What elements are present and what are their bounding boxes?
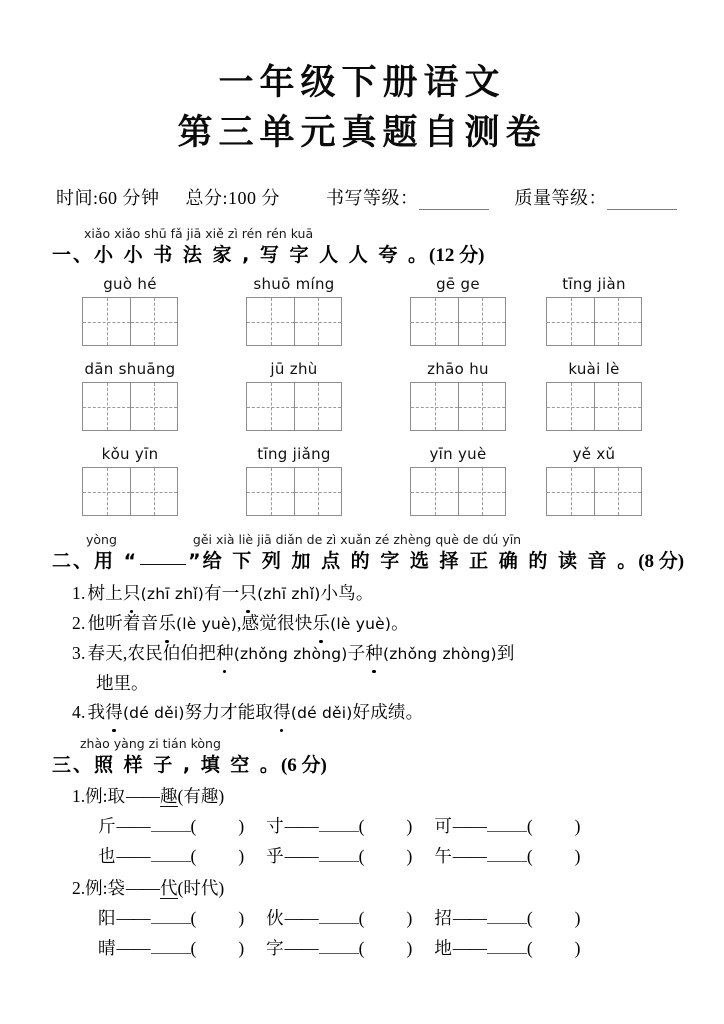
fill-blank-row xyxy=(98,841,724,871)
writing-grid-row xyxy=(0,445,724,530)
section-three-number: 三、 xyxy=(52,754,95,776)
answer-blank[interactable] xyxy=(319,937,359,954)
writing-grid-group xyxy=(82,445,178,516)
dash-mark: —— xyxy=(452,938,486,958)
answer-paren[interactable]: ( ) xyxy=(190,816,245,836)
dash-mark: —— xyxy=(452,846,486,866)
answer-paren[interactable]: ( ) xyxy=(526,816,581,836)
section-two-heading xyxy=(52,532,724,575)
fill-blank-row xyxy=(98,903,724,933)
dotted-char: 乐 xyxy=(312,609,330,638)
section-two-score: (8 分) xyxy=(638,551,685,572)
example-dash: —— xyxy=(126,878,159,898)
answer-paren[interactable]: ( ) xyxy=(526,846,581,866)
section-two-pinyin-left: yòng xyxy=(86,532,117,547)
tianzige-box[interactable] xyxy=(246,467,342,516)
tianzige-box[interactable] xyxy=(82,297,178,346)
pinyin-options[interactable]: (zhī zhǐ) xyxy=(140,585,204,603)
exam-time: 时间:60 分钟 xyxy=(56,188,160,208)
dash-mark: —— xyxy=(452,908,486,928)
answer-blank[interactable] xyxy=(151,907,191,924)
writing-grid-group xyxy=(246,360,342,431)
answer-blank[interactable] xyxy=(487,815,527,832)
writing-grid-pinyin: kǒu yīn xyxy=(101,445,159,463)
section-three-score: (6 分) xyxy=(280,755,327,776)
dash-mark: —— xyxy=(284,908,318,928)
writing-grid-group xyxy=(246,445,342,516)
tianzige-cell[interactable] xyxy=(247,468,294,515)
tianzige-box[interactable] xyxy=(546,467,642,516)
example-line xyxy=(72,873,724,903)
quality-grade-label: 质量等级： xyxy=(514,188,608,208)
writing-grade-group xyxy=(326,184,489,210)
tianzige-box[interactable] xyxy=(82,382,178,431)
section-one-title xyxy=(52,242,724,269)
section-two-text-before: 用 “ xyxy=(94,550,139,572)
section-three-title xyxy=(52,752,724,779)
writing-grid-pinyin: tīng jiǎng xyxy=(257,445,331,463)
fill-blank-cell xyxy=(266,933,412,963)
q4-t3: 好成绩。 xyxy=(352,702,424,722)
prompt-char: 晴 xyxy=(98,938,116,958)
tianzige-cell[interactable] xyxy=(547,383,594,430)
section-one-pinyin: xiǎo xiǎo shū fǎ jiā xiě zì rén rén kuā xyxy=(84,226,314,241)
writing-grid-group xyxy=(546,360,642,431)
dash-mark: —— xyxy=(284,846,318,866)
prompt-char: 寸 xyxy=(266,816,284,836)
q4-t1: 我 xyxy=(87,702,106,722)
writing-grid-group xyxy=(410,360,506,431)
fill-blank-cell xyxy=(98,903,244,933)
tianzige-cell[interactable] xyxy=(594,383,641,430)
writing-grid-pinyin: jū zhù xyxy=(270,360,318,378)
q3-t1: 春天,农民伯伯把 xyxy=(87,643,217,663)
dotted-char: 得 xyxy=(273,698,291,727)
prompt-char: 地 xyxy=(434,938,452,958)
writing-grid-pinyin: kuài lè xyxy=(568,360,620,378)
dotted-char: 只 xyxy=(123,579,141,608)
tianzige-cell[interactable] xyxy=(411,298,458,345)
prompt-char: 伙 xyxy=(266,908,284,928)
fill-blank-cell xyxy=(98,841,244,871)
writing-grid-group xyxy=(246,275,342,346)
fill-blank-cell xyxy=(266,841,412,871)
section-two xyxy=(0,532,724,728)
answer-blank[interactable] xyxy=(487,907,527,924)
pinyin-options[interactable]: (lè yuè) xyxy=(176,615,238,633)
q3-t2: 子 xyxy=(347,643,366,663)
prompt-char: 可 xyxy=(434,816,452,836)
section-two-pinyin-right: gěi xià liè jiā diǎn de zì xuǎn zé zhèng què de dú yīn xyxy=(192,532,522,547)
dotted-char: 只 xyxy=(239,579,257,608)
dash-mark: —— xyxy=(116,816,150,836)
section-one xyxy=(0,226,724,530)
answer-paren[interactable]: ( ) xyxy=(190,908,245,928)
q4-t2: 努力才能取 xyxy=(184,702,274,722)
writing-grid-pinyin: yě xǔ xyxy=(572,445,616,463)
tianzige-box[interactable] xyxy=(410,467,506,516)
answer-blank[interactable] xyxy=(319,815,359,832)
prompt-char: 斤 xyxy=(98,816,116,836)
writing-grade-label: 书写等级： xyxy=(326,188,419,208)
writing-grid-pinyin: zhāo hu xyxy=(427,360,489,378)
example-label: 例: xyxy=(85,878,108,898)
dash-mark: —— xyxy=(284,816,318,836)
section-three-text: 照 样 子 , 填 空 。 xyxy=(94,754,281,776)
pinyin-options[interactable]: (dé děi) xyxy=(122,704,185,722)
fill-blank-cell xyxy=(98,811,244,841)
list-item xyxy=(72,698,724,728)
section-one-score: (12 分) xyxy=(429,245,485,266)
tianzige-cell[interactable] xyxy=(594,298,641,345)
fill-blank-cell xyxy=(266,903,412,933)
example-word: (有趣) xyxy=(177,786,225,806)
writing-grid-rows xyxy=(0,275,724,530)
tianzige-box[interactable] xyxy=(410,297,506,346)
question-number: 2. xyxy=(72,613,86,633)
answer-blank[interactable] xyxy=(487,845,527,862)
question-number: 3. xyxy=(72,643,86,663)
writing-grid-group xyxy=(82,360,178,431)
dotted-char: 种 xyxy=(365,639,383,668)
tianzige-cell[interactable] xyxy=(411,383,458,430)
tianzige-cell[interactable] xyxy=(247,298,294,345)
section-one-heading xyxy=(52,226,724,269)
page-title xyxy=(0,0,724,158)
fill-blank-cell xyxy=(434,903,580,933)
example-to: 代 xyxy=(160,878,178,898)
writing-grid-pinyin: yīn yuè xyxy=(429,445,487,463)
example-dash: —— xyxy=(126,786,159,806)
tianzige-box[interactable] xyxy=(546,297,642,346)
dash-mark: —— xyxy=(284,938,318,958)
q1-t3: 小鸟。 xyxy=(320,583,374,603)
q1-t1: 树上 xyxy=(87,583,123,603)
example-line xyxy=(72,781,724,811)
prompt-char: 午 xyxy=(434,846,452,866)
writing-grid-pinyin: guò hé xyxy=(103,275,157,293)
writing-grid-group xyxy=(546,445,642,516)
writing-grid-group xyxy=(410,445,506,516)
tianzige-cell[interactable] xyxy=(294,383,341,430)
pinyin-options[interactable]: (zhī zhǐ) xyxy=(257,585,321,603)
answer-paren[interactable]: ( ) xyxy=(526,908,581,928)
tianzige-cell[interactable] xyxy=(458,468,505,515)
answer-paren[interactable]: ( ) xyxy=(190,938,245,958)
prompt-char: 阳 xyxy=(98,908,116,928)
fill-blank-cell xyxy=(434,811,580,841)
writing-grid-pinyin: tīng jiàn xyxy=(562,275,626,293)
question-number: 4. xyxy=(72,702,86,722)
title-line-1: 一年级下册语文 xyxy=(218,63,506,103)
list-item xyxy=(72,609,724,639)
section-two-number: 二、 xyxy=(52,550,95,572)
writing-grid-group xyxy=(546,275,642,346)
fill-blank-cell xyxy=(434,841,580,871)
tianzige-cell[interactable] xyxy=(83,383,130,430)
dotted-char: 得 xyxy=(105,698,123,727)
section-one-number: 一、 xyxy=(52,244,95,266)
section-three xyxy=(0,736,724,963)
dash-mark: —— xyxy=(116,908,150,928)
quality-grade-input[interactable] xyxy=(607,194,677,210)
answer-blank[interactable] xyxy=(151,937,191,954)
fill-blank-cell xyxy=(434,933,580,963)
underline-mark-icon xyxy=(140,550,186,565)
list-item xyxy=(72,639,724,669)
tianzige-box[interactable] xyxy=(410,382,506,431)
q2-t2: ,感觉很快 xyxy=(237,613,313,633)
tianzige-cell[interactable] xyxy=(458,298,505,345)
writing-grade-input[interactable] xyxy=(419,194,489,210)
pinyin-options[interactable]: (dé děi) xyxy=(290,704,353,722)
answer-paren[interactable]: ( ) xyxy=(526,938,581,958)
fill-blank-row xyxy=(98,933,724,963)
writing-grid-pinyin: gē ge xyxy=(436,275,480,293)
section-two-pinyin-row xyxy=(52,532,724,548)
question-wrap-line: 地里。 xyxy=(96,673,149,693)
example-from: 袋 xyxy=(107,878,125,898)
pinyin-options[interactable]: (zhǒng zhòng) xyxy=(382,645,497,663)
section-two-title xyxy=(52,548,724,575)
pinyin-options[interactable]: (zhǒng zhòng) xyxy=(233,645,348,663)
answer-blank[interactable] xyxy=(487,937,527,954)
tianzige-cell[interactable] xyxy=(247,383,294,430)
section-two-text-after: ”给 下 列 加 点 的 字 选 择 正 确 的 读 音 。 xyxy=(188,550,639,572)
title-line-2: 第三单元真题自测卷 xyxy=(177,113,547,153)
exam-total-score: 总分:100 分 xyxy=(185,188,281,208)
answer-blank[interactable] xyxy=(319,907,359,924)
prompt-char: 招 xyxy=(434,908,452,928)
tianzige-cell[interactable] xyxy=(83,468,130,515)
dotted-char: 种 xyxy=(216,639,234,668)
tianzige-cell[interactable] xyxy=(294,468,341,515)
example-label: 例: xyxy=(85,786,108,806)
pinyin-choice-list xyxy=(72,579,724,728)
tianzige-box[interactable] xyxy=(546,382,642,431)
writing-grid-row xyxy=(0,360,724,445)
answer-paren[interactable]: ( ) xyxy=(358,846,413,866)
tianzige-cell[interactable] xyxy=(458,383,505,430)
writing-grid-pinyin: dān shuāng xyxy=(84,360,176,378)
section-one-text: 小 小 书 法 家 , 写 字 人 人 夸 。 xyxy=(94,244,429,266)
section-three-pinyin: zhào yàng zi tián kòng xyxy=(80,736,221,751)
answer-paren[interactable]: ( ) xyxy=(358,938,413,958)
tianzige-box[interactable] xyxy=(246,382,342,431)
q2-t1: 他听着音 xyxy=(87,613,159,633)
tianzige-box[interactable] xyxy=(246,297,342,346)
answer-paren[interactable]: ( ) xyxy=(358,908,413,928)
fill-blank-cell xyxy=(266,811,412,841)
answer-blank[interactable] xyxy=(151,845,191,862)
section-three-heading xyxy=(52,736,724,779)
q3-t3: 到 xyxy=(496,643,515,663)
example-from: 取 xyxy=(107,786,125,806)
example-number: 2. xyxy=(72,878,86,898)
tianzige-box[interactable] xyxy=(82,467,178,516)
answer-paren[interactable]: ( ) xyxy=(190,846,245,866)
tianzige-cell[interactable] xyxy=(130,298,177,345)
quality-grade-group xyxy=(515,184,678,210)
prompt-char: 也 xyxy=(98,846,116,866)
fill-blank-list xyxy=(72,781,724,963)
writing-grid-group xyxy=(410,275,506,346)
exam-meta-line xyxy=(56,184,724,210)
example-to: 趣 xyxy=(160,786,178,806)
dash-mark: —— xyxy=(116,938,150,958)
prompt-char: 乎 xyxy=(266,846,284,866)
dash-mark: —— xyxy=(452,816,486,836)
example-word: (时代) xyxy=(177,878,225,898)
answer-paren[interactable]: ( ) xyxy=(358,816,413,836)
answer-blank[interactable] xyxy=(319,845,359,862)
writing-grid-pinyin: shuō míng xyxy=(253,275,335,293)
dash-mark: —— xyxy=(116,846,150,866)
dotted-char: 乐 xyxy=(158,609,176,638)
tianzige-cell[interactable] xyxy=(547,298,594,345)
example-number: 1. xyxy=(72,786,86,806)
prompt-char: 字 xyxy=(266,938,284,958)
question-number: 1. xyxy=(72,583,86,603)
q2-t3: 。 xyxy=(391,613,409,633)
tianzige-cell[interactable] xyxy=(130,383,177,430)
tianzige-cell[interactable] xyxy=(294,298,341,345)
fill-blank-cell xyxy=(98,933,244,963)
writing-grid-group xyxy=(82,275,178,346)
tianzige-cell[interactable] xyxy=(411,468,458,515)
tianzige-cell[interactable] xyxy=(130,468,177,515)
writing-grid-row xyxy=(0,275,724,360)
tianzige-cell[interactable] xyxy=(547,468,594,515)
q1-t2: 有一 xyxy=(204,583,240,603)
list-item xyxy=(72,579,724,609)
tianzige-cell[interactable] xyxy=(83,298,130,345)
fill-blank-row xyxy=(98,811,724,841)
pinyin-options[interactable]: (lè yuè) xyxy=(330,615,392,633)
answer-blank[interactable] xyxy=(151,815,191,832)
tianzige-cell[interactable] xyxy=(594,468,641,515)
